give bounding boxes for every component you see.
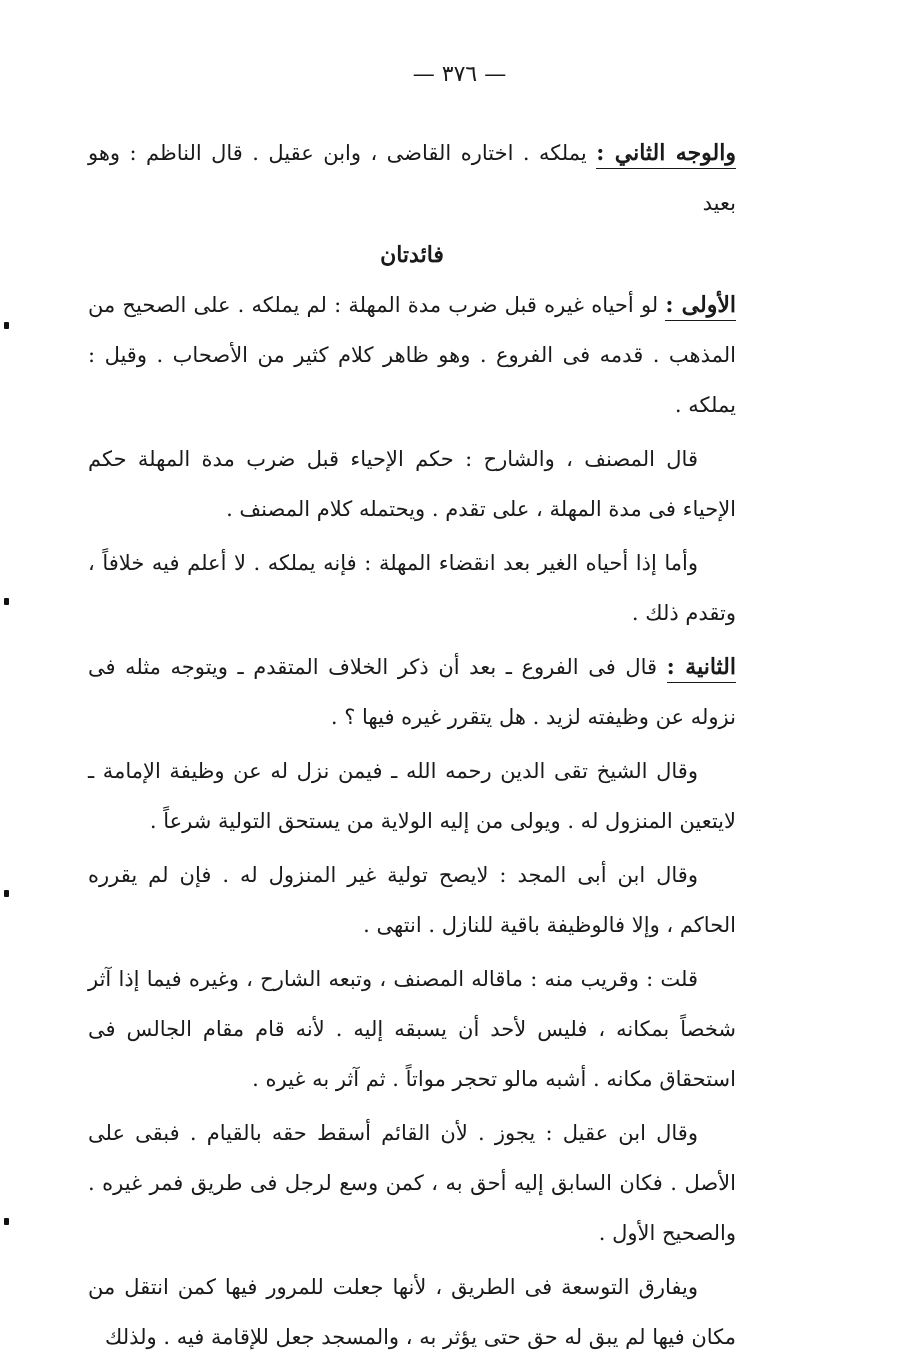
margin-mark	[4, 1218, 9, 1225]
body-text	[88, 128, 736, 1366]
paragraph-author-commentator: قال المصنف ، والشارح : حكم الإحياء قبل ضرب مدة المهلة حكم الإحياء فى مدة المهلة ، على تقدم . ويحتمله كلام المصنف .	[88, 447, 736, 521]
section-heading: فائدتان	[380, 242, 444, 268]
paragraph-road-widening: ويفارق التوسعة فى الطريق ، لأنها جعلت للمرور فيها كمن انتقل من مكان فيها لم يبق له حق حتى يؤثر به ، والمسجد جعل للإقامة فيه . ولذلك	[88, 1275, 736, 1349]
paragraph-lead: الأولى :	[665, 292, 736, 321]
margin-mark	[4, 322, 9, 329]
paragraph-after-expiry: وأما إذا أحياه الغير بعد انقضاء المهلة : فإنه يملكه . لا أعلم فيه خلافاً ، وتقدم ذلك .	[88, 551, 736, 625]
paragraph-text: قال فى الفروع ـ بعد أن ذكر الخلاف المتقدم ـ ويتوجه مثله فى نزوله عن وظيفته لزيد . هل يتقرر غيره فيها ؟ .	[88, 655, 736, 729]
paragraph-text: لو أحياه غيره قبل ضرب مدة المهلة : لم يملكه . على الصحيح من المذهب . قدمه فى الفروع . وهو ظاهر كلام كثير من الأصحاب . وقيل : يملكه .	[88, 293, 736, 417]
paragraph-ibn-aqil: وقال ابن عقيل : يجوز . لأن القائم أسقط حقه بالقيام . فبقى على الأصل . فكان السابق إليه أحق به ، كمن وسع لرجل فى طريق فمر غيره . والصحيح الأول .	[88, 1121, 736, 1245]
paragraph-lead: الثانية :	[667, 654, 736, 683]
paragraph-text: يملكه . اختاره القاضى ، وابن عقيل . قال الناظم : وهو بعيد	[88, 141, 736, 215]
paragraph-lead: والوجه الثاني :	[596, 140, 736, 169]
margin-mark	[4, 598, 9, 605]
page-number: — ٣٧٦ —	[412, 62, 507, 87]
paragraph-taqi-aldin: وقال الشيخ تقى الدين رحمه الله ـ فيمن نزل له عن وظيفة الإمامة ـ لايتعين المنزول له . ويولى من إليه الولاية من يستحق التولية شرعاً .	[88, 759, 736, 833]
paragraph-second-benefit	[88, 642, 736, 742]
margin-mark	[4, 890, 9, 897]
paragraph-first-benefit	[88, 280, 736, 430]
paragraph-second-view	[88, 128, 736, 228]
paragraph-ibn-abi-almajd: وقال ابن أبى المجد : لايصح تولية غير المنزول له . فإن لم يقرره الحاكم ، وإلا فالوظيفة باقية للنازل . انتهى .	[88, 863, 736, 937]
paragraph-qultu: قلت : وقريب منه : ماقاله المصنف ، وتبعه الشارح ، وغيره فيما إذا آثر شخصاً بمكانه ، فليس لأحد أن يسبقه إليه . لأنه قام مقام الجالس فى استحقاق مكانه . أشبه مالو تحجر مواتاً . ثم آثر به غيره .	[88, 967, 736, 1091]
